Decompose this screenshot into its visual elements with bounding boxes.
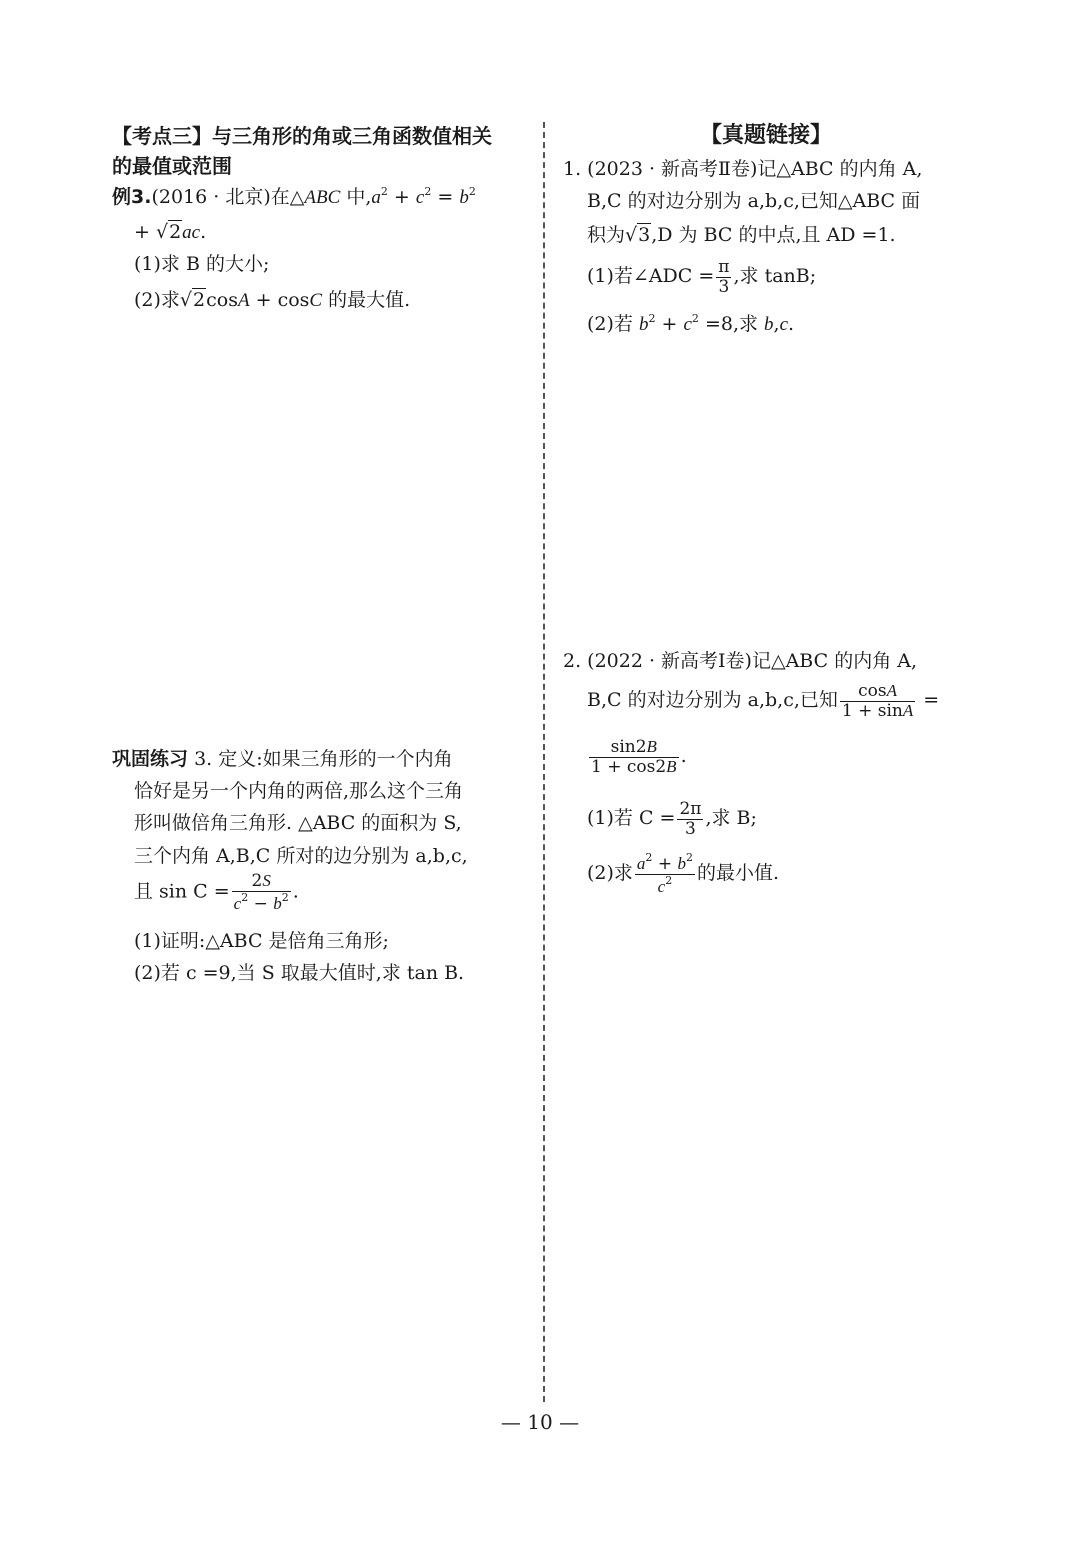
section-title: 【考点三】与三角形的角或三角函数值相关 xyxy=(112,124,492,148)
fraction-2pi-3: $\frac{2\pi}{3}$ xyxy=(679,799,702,839)
p2-q1: (1)若 C = $\frac{2\pi}{3}$ ,求 B; xyxy=(587,799,757,839)
p2-line2: B,C 的对边分别为 a,b,c,已知 $\frac{\cos A}{1 + \sin A}$ = xyxy=(587,681,940,721)
example-label: 例3. xyxy=(112,186,152,208)
section-header: 【真题链接】 xyxy=(700,123,833,148)
fraction-a2b2-c2: $\frac{a^2 + b^2}{c^2}$ xyxy=(636,851,693,896)
p2-q2: (2)求 $\frac{a^2 + b^2}{c^2}$ 的最小值. xyxy=(587,851,780,896)
fraction-pi-3: $\frac{\pi}{3}$ xyxy=(718,257,730,297)
p1-q2: (2)若 $b^2 + c^2 =8$,求 b,c. xyxy=(587,312,795,335)
page-number: — 10 — xyxy=(500,1410,580,1434)
p1-line2: B,C 的对边分别为 a,b,c,已知△ABC 面 xyxy=(587,190,921,212)
example-q1: (1)求 B 的大小; xyxy=(134,253,270,275)
practice-line2: 恰好是另一个内角的两倍,那么这个三角 xyxy=(134,780,464,802)
p1-line1: 1. (2023 · 新高考Ⅱ卷)记△ABC 的内角 A, xyxy=(563,158,923,180)
practice-q1: (1)证明:△ABC 是倍角三角形; xyxy=(134,930,389,952)
column-divider xyxy=(543,122,545,1402)
p1-line3: 积为√3,D 为 BC 的中点,且 AD =1. xyxy=(587,224,896,246)
example-3-line2: + √2ac. xyxy=(134,221,207,243)
example-source: (2016 · 北京) xyxy=(151,186,271,208)
practice-line5: 且 sin C = $\frac{2S}{c^2 - b^2}$ . xyxy=(134,871,299,914)
fraction-2s: $\frac{2S}{c^2 - b^2}$ xyxy=(233,871,289,914)
practice-label: 巩固练习 xyxy=(112,748,189,770)
fraction-cosa: $\frac{\cos A}{1 + \sin A}$ xyxy=(841,681,914,721)
section-title-cont: 的最值或范围 xyxy=(112,154,232,178)
example-3-line1: 例3.(2016 · 北京)在△ABC 中$,a^2 + c^2 = b^2$ xyxy=(112,185,476,208)
example-q2: (2)求√2cosA + cosC 的最大值. xyxy=(134,289,411,311)
fraction-sin2b: $\frac{\sin 2B}{1 + \cos 2B}$ xyxy=(591,737,677,777)
practice-line1: 巩固练习 3. 定义:如果三角形的一个内角 xyxy=(112,748,453,770)
p2-line3: $\frac{\sin 2B}{1 + \cos 2B}$ . xyxy=(591,737,687,777)
p2-line1: 2. (2022 · 新高考Ⅰ卷)记△ABC 的内角 A, xyxy=(563,650,917,672)
practice-line4: 三个内角 A,B,C 所对的边分别为 a,b,c, xyxy=(134,845,468,867)
practice-q2: (2)若 c =9,当 S 取最大值时,求 tan B. xyxy=(134,962,465,984)
practice-line3: 形叫做倍角三角形. △ABC 的面积为 S, xyxy=(134,812,462,834)
p1-q1: (1)若∠ADC = $\frac{\pi}{3}$ ,求 tanB; xyxy=(587,257,817,297)
